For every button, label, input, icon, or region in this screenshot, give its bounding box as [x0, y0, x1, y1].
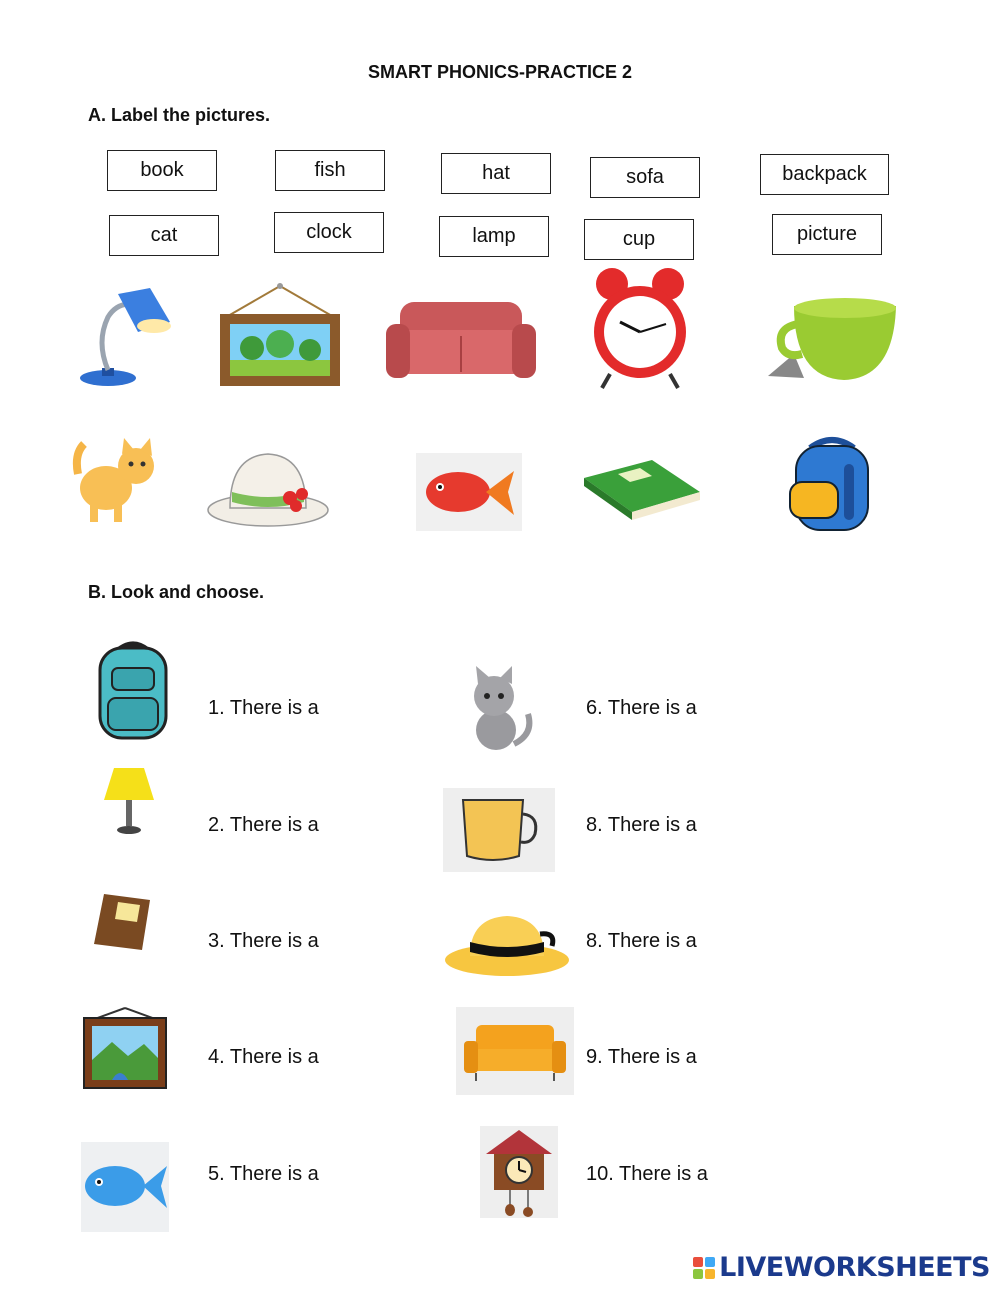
worksheet-title: SMART PHONICS-PRACTICE 2 — [367, 62, 632, 82]
alarm-clock-picture-icon — [590, 262, 690, 392]
sentence-7: 8. There is a — [586, 814, 697, 836]
sentence-9: 9. There is a — [586, 1046, 697, 1068]
logo-text: LIVEWORKSHEETS — [719, 1252, 990, 1283]
sentence-1: 1. There is a — [208, 697, 319, 719]
logo-square-blue — [705, 1257, 715, 1267]
sentence-3: 3. There is a — [208, 930, 319, 952]
sentence-6: 6. There is a — [586, 697, 697, 719]
landscape-picture-icon — [82, 1006, 168, 1090]
sofa-picture-icon — [386, 300, 536, 384]
logo-square-yellow — [705, 1269, 715, 1279]
word-box-cat: cat — [109, 215, 219, 256]
liveworksheets-logo[interactable] — [693, 1252, 990, 1283]
word-box-picture: picture — [772, 214, 882, 255]
yellow-mug-icon — [443, 788, 555, 872]
word-box-backpack: backpack — [760, 154, 889, 195]
word-box-book: book — [107, 150, 217, 191]
word-box-hat: hat — [441, 153, 551, 194]
teal-backpack-icon — [92, 640, 174, 740]
word-box-clock: clock — [274, 212, 384, 253]
word-box-sofa: sofa — [590, 157, 700, 198]
sentence-10: 10. There is a — [586, 1163, 708, 1185]
framed-picture-icon — [218, 282, 342, 388]
sentence-4: 4. There is a — [208, 1046, 319, 1068]
blue-fish-icon — [81, 1142, 169, 1232]
book-picture-icon — [582, 458, 702, 520]
sentence-2: 2. There is a — [208, 814, 319, 836]
straw-hat-icon — [444, 912, 570, 978]
lamp-picture-icon — [78, 282, 174, 388]
hat-picture-icon — [206, 448, 330, 530]
word-box-fish: fish — [275, 150, 385, 191]
word-box-lamp: lamp — [439, 216, 549, 257]
logo-square-red — [693, 1257, 703, 1267]
section-b-heading: B. Look and choose. — [88, 582, 265, 602]
gray-kitten-icon — [462, 664, 538, 764]
word-box-cup: cup — [584, 219, 694, 260]
sentence-5: 5. There is a — [208, 1163, 319, 1185]
yellow-lamp-icon — [102, 766, 156, 836]
fish-picture-icon — [416, 453, 522, 531]
section-a-heading: A. Label the pictures. — [88, 105, 271, 125]
backpack-picture-icon — [782, 434, 882, 534]
cat-picture-icon — [70, 434, 162, 526]
sentence-8: 8. There is a — [586, 930, 697, 952]
logo-squares-icon — [693, 1257, 715, 1279]
cuckoo-clock-icon — [480, 1126, 558, 1218]
cup-picture-icon — [764, 294, 900, 384]
orange-sofa-icon — [456, 1007, 574, 1095]
brown-book-icon — [92, 892, 152, 952]
logo-square-green — [693, 1269, 703, 1279]
